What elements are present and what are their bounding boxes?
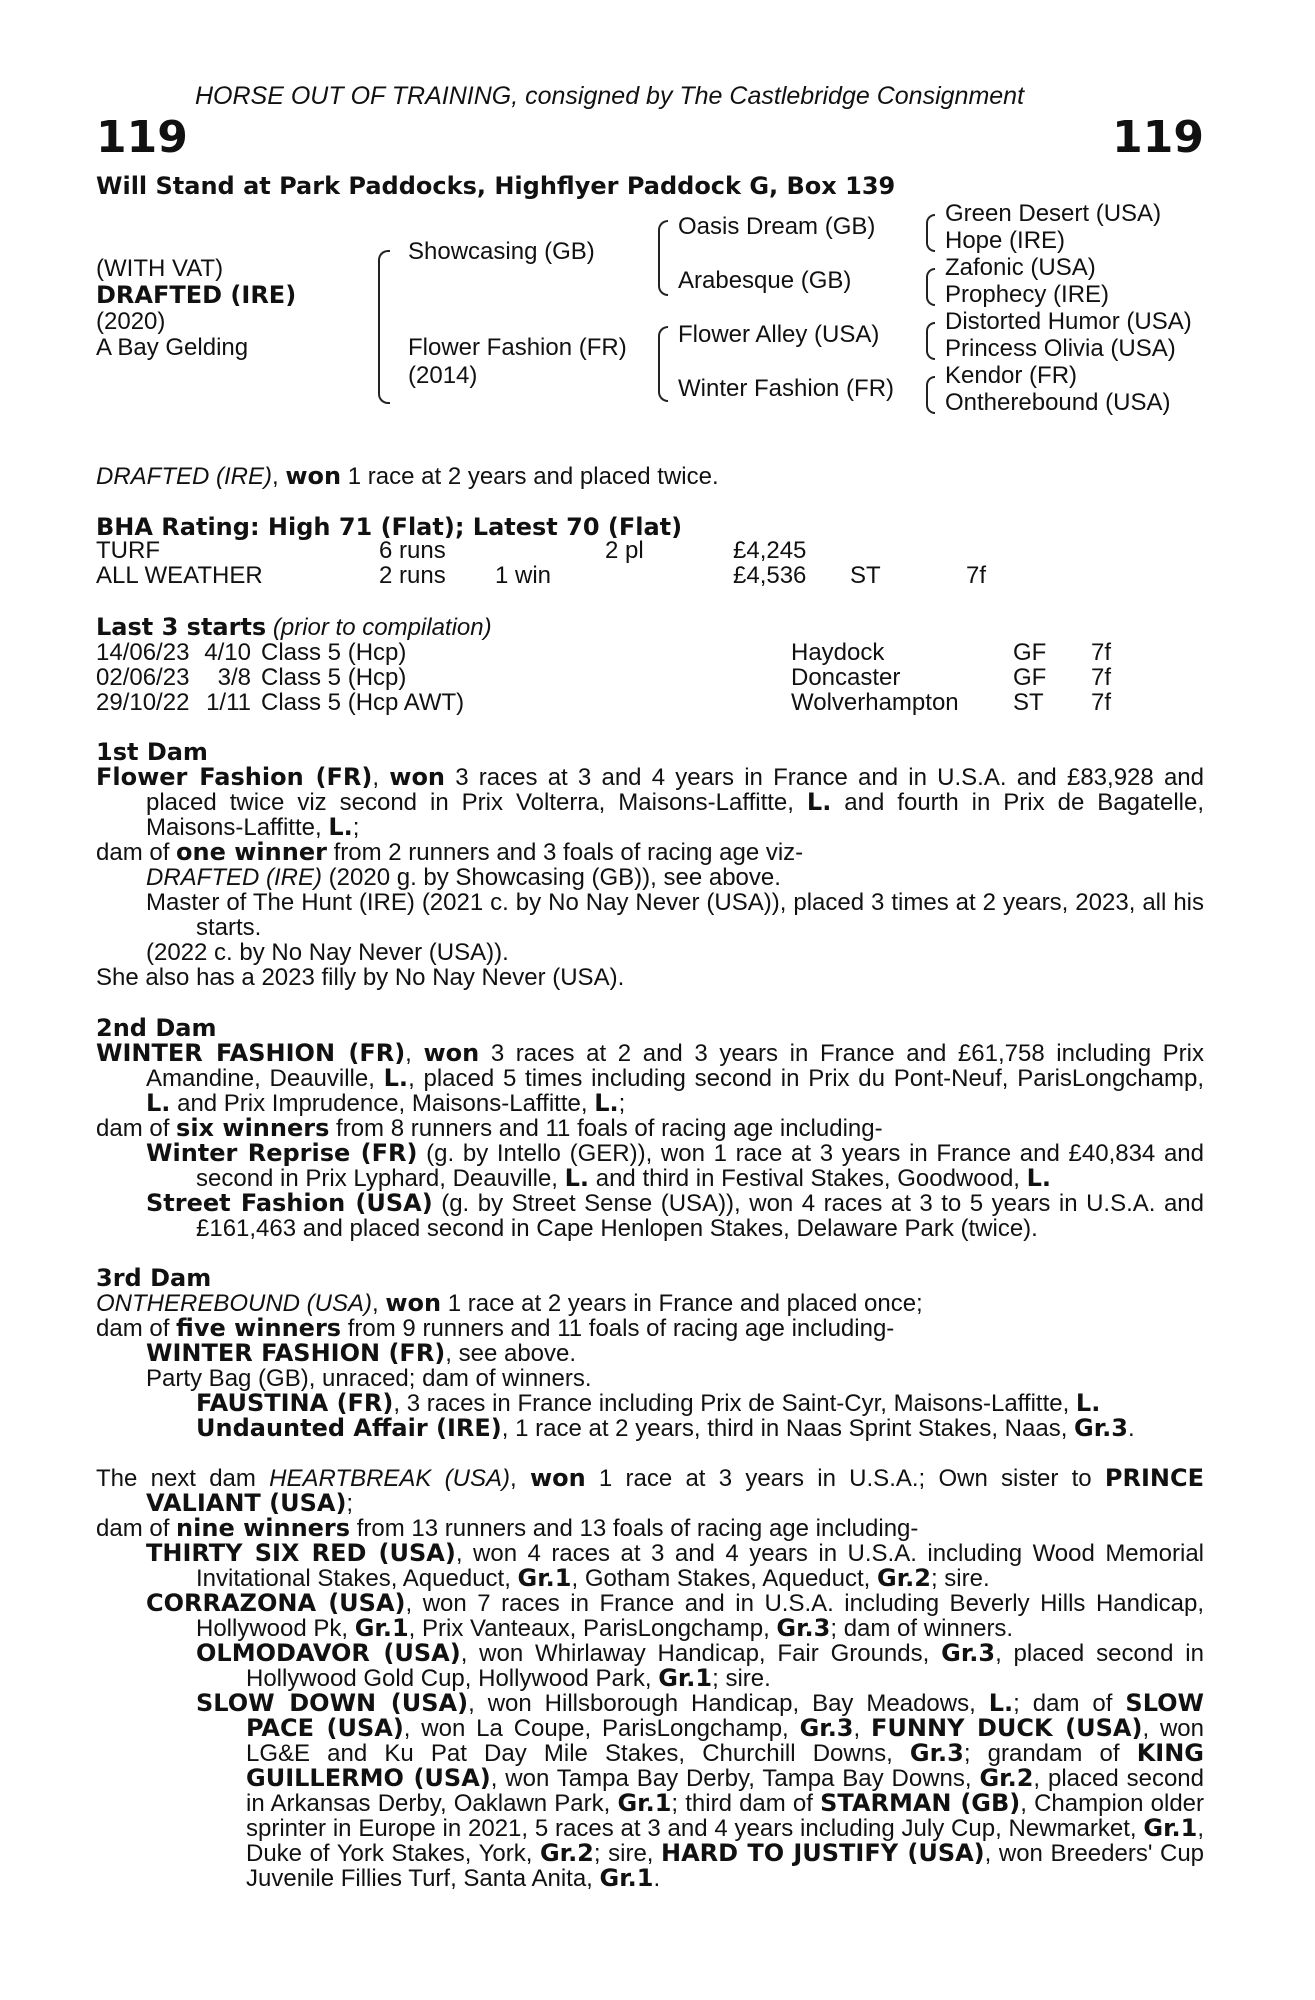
produce-entry: (2022 c. by No Nay Never (USA)). <box>146 939 509 966</box>
pedigree-gg-6: Princess Olivia (USA) <box>945 335 1176 362</box>
winners-count: nine winners <box>176 1514 351 1542</box>
group-mark: Gr.1 <box>658 1664 713 1692</box>
dam-name: ONTHEREBOUND (USA) <box>96 1290 373 1317</box>
produce-text: (g. by Intello (GER)), won 1 race at 3 years in France and £40,834 and second in Prix Lyphard, Deauville, <box>196 1140 1204 1192</box>
start-course: Haydock <box>791 639 885 666</box>
first-dam-section <box>96 740 1204 990</box>
produce-text: , <box>853 1715 872 1742</box>
lot-number-right: 119 <box>1112 112 1204 163</box>
produce-text: ; dam of <box>1013 1690 1126 1717</box>
wins <box>495 538 605 563</box>
pedigree-gg-1: Green Desert (USA) <box>945 200 1162 227</box>
produce-name: SLOW DOWN (USA) <box>196 1689 469 1717</box>
third-dam-title: 3rd Dam <box>96 1264 212 1292</box>
produce-text: , won Breeders' Cup Juvenile Fillies Turf, Santa Anita, <box>246 1840 1205 1892</box>
grand-produce-entry <box>96 1391 1204 1416</box>
wins: 1 win <box>495 562 552 589</box>
produce-entry <box>96 1191 1204 1241</box>
best-going: ST <box>850 562 881 589</box>
listed-mark: L. <box>564 1164 590 1192</box>
won-word: won <box>423 1039 480 1067</box>
pedigree-gg-5: Distorted Humor (USA) <box>945 308 1192 335</box>
produce-entry: Party Bag (GB), unraced; dam of winners. <box>146 1365 592 1392</box>
produce-name: KING GUILLERMO (USA) <box>246 1739 1204 1792</box>
produce-name: SLOW PACE (USA) <box>246 1689 1205 1742</box>
produce-text: , won Hillsborough Handicap, Bay Meadows, <box>468 1690 989 1717</box>
foals-text: from 2 runners and 3 foals of racing age viz- <box>326 839 804 866</box>
produce-entry <box>96 865 1204 890</box>
start-distance: 7f <box>1091 639 1112 666</box>
listed-mark: L. <box>594 1089 619 1117</box>
group-mark: Gr.2 <box>979 1764 1034 1792</box>
group-mark: Gr.1 <box>517 1564 572 1592</box>
produce-name: Undaunted Affair (IRE) <box>196 1414 502 1442</box>
produce-text: . <box>1127 1415 1135 1442</box>
produce-name: HARD TO JUSTIFY (USA) <box>661 1839 985 1867</box>
produce-name: Street Fashion (USA) <box>146 1189 433 1217</box>
winners-count: six winners <box>176 1114 330 1142</box>
foals-text: from 8 runners and 11 foals of racing age including- <box>329 1115 883 1142</box>
last-starts-heading <box>96 614 492 641</box>
second-dam-title: 2nd Dam <box>96 1014 217 1042</box>
produce-text: ; sire. <box>930 1565 990 1592</box>
pedigree-brace-g4 <box>926 376 935 414</box>
produce-text: , won 7 races in France and in U.S.A. including Beverly Hills Handicap, Hollywood Pk, <box>196 1590 1205 1642</box>
produce-name: WINTER FASHION (FR) <box>146 1339 446 1367</box>
third-dam-section <box>96 1266 1204 1441</box>
pedigree-brace-g2 <box>926 268 935 306</box>
first-dam-produce-intro <box>96 840 1204 865</box>
last-starts-title: Last 3 starts <box>96 613 267 641</box>
produce-text: ; dam of winners. <box>830 1615 1014 1642</box>
dam-name: WINTER FASHION (FR) <box>96 1039 406 1067</box>
surface: TURF <box>96 537 160 564</box>
start-class: Class 5 (Hcp) <box>261 639 407 666</box>
pedigree-gg-8: Ontherebound (USA) <box>945 389 1171 416</box>
second-dam-record <box>96 1041 1204 1116</box>
next-dam-produce-intro <box>96 1516 1204 1541</box>
bha-rating: BHA Rating: High 71 (Flat); Latest 70 (Flat) <box>96 513 683 541</box>
produce-name: FUNNY DUCK (USA) <box>871 1714 1143 1742</box>
produce-text: (g. by Street Sense (USA)), won 4 races at 3 to 5 years in U.S.A. and £161,463 and placed second in Cape Henlopen Stakes, Delaware Park (twice). <box>196 1190 1204 1242</box>
runs: 6 runs <box>379 537 446 564</box>
next-dam-section <box>96 1466 1204 1891</box>
winners-count: one winner <box>176 838 327 866</box>
pedigree-dam: Flower Fashion (FR) <box>408 334 627 361</box>
start-class: Class 5 (Hcp) <box>261 664 407 691</box>
produce-text: , won La Coupe, ParisLongchamp, <box>403 1715 800 1742</box>
produce-text: ; grandam of <box>963 1740 1137 1767</box>
pedigree-brace-dam <box>658 326 668 402</box>
last-starts-table <box>96 640 1111 715</box>
group-mark: Gr.3 <box>799 1714 854 1742</box>
dam-name: Flower Fashion (FR) <box>96 763 373 791</box>
foals-text: from 9 runners and 11 foals of racing age including- <box>341 1315 895 1342</box>
listed-mark: L. <box>146 1089 171 1117</box>
record-text: and Prix Imprudence, Maisons-Laffitte, <box>170 1090 595 1117</box>
produce-name: CORRAZONA (USA) <box>146 1589 406 1617</box>
group-mark: Gr.2 <box>877 1564 931 1592</box>
winners-count: five winners <box>176 1314 342 1342</box>
group-mark: Gr.3 <box>1074 1414 1128 1442</box>
produce-entry: Master of The Hunt (IRE) (2021 c. by No Nay Never (USA)), placed 3 times at 2 years, 2023, all his starts. <box>146 889 1204 941</box>
first-dam-record <box>96 765 1204 840</box>
sep: , <box>372 764 390 791</box>
group-mark: Gr.1 <box>354 1614 409 1642</box>
group-mark: Gr.1 <box>599 1864 654 1892</box>
produce-text: , 3 races in France including Prix de Saint-Cyr, Maisons-Laffitte, <box>393 1390 1076 1417</box>
listed-mark: L. <box>988 1689 1014 1717</box>
pedigree-gg-3: Zafonic (USA) <box>945 254 1096 281</box>
record-text: 3 races at 2 and 3 years in France and £61,758 including Prix Amandine, Deauville, <box>146 1040 1204 1092</box>
produce-text: , see above. <box>445 1340 577 1367</box>
earnings: £4,245 <box>733 537 807 564</box>
produce-name: STARMAN (GB) <box>820 1789 1021 1817</box>
record-text: ; <box>346 1490 354 1517</box>
produce-entry <box>96 1141 1204 1191</box>
earnings: £4,536 <box>733 562 807 589</box>
lot-number-left: 119 <box>96 112 188 163</box>
won-word: won <box>389 763 446 791</box>
start-going: GF <box>1013 639 1047 666</box>
start-going: GF <box>1013 664 1047 691</box>
start-position: 3/8 <box>217 664 251 691</box>
listed-mark: L. <box>1075 1389 1101 1417</box>
produce-text: , Gotham Stakes, Aqueduct, <box>571 1565 877 1592</box>
dam-of: dam of <box>96 839 177 866</box>
second-dam-section <box>96 1016 1204 1241</box>
intro-text: The next dam <box>96 1465 270 1492</box>
produce-entry <box>96 1341 1204 1366</box>
race-summary <box>96 463 719 490</box>
produce-text: , won LG&E and Ku Pat Day Mile Stakes, Churchill Downs, <box>246 1715 1204 1767</box>
dam-of: dam of <box>96 1315 177 1342</box>
start-position: 4/10 <box>204 639 251 666</box>
start-row <box>96 665 1111 690</box>
produce-text: , won 4 races at 3 and 4 years in U.S.A. including Wood Memorial Invitational Stakes, Aqueduct, <box>196 1540 1205 1592</box>
produce-text: , Duke of York Stakes, York, <box>246 1815 1204 1867</box>
dam-of: dam of <box>96 1515 177 1542</box>
produce-entry <box>96 1591 1204 1641</box>
start-course: Doncaster <box>791 664 901 691</box>
group-mark: Gr.3 <box>941 1639 996 1667</box>
runs: 2 runs <box>379 562 446 589</box>
surface: ALL WEATHER <box>96 562 263 589</box>
summary-text: 1 race at 2 years and placed twice. <box>341 463 719 490</box>
start-position: 1/11 <box>206 689 251 716</box>
third-dam-produce-intro <box>96 1316 1204 1341</box>
third-dam-record <box>96 1291 1204 1316</box>
sep: , <box>405 1040 424 1067</box>
second-dam-produce-intro <box>96 1116 1204 1141</box>
foals-text: from 13 runners and 13 foals of racing age including- <box>350 1515 919 1542</box>
pedigree-gg-7: Kendor (FR) <box>945 362 1078 389</box>
group-mark: Gr.1 <box>1143 1814 1198 1842</box>
pedigree-dam-year: (2014) <box>408 362 478 389</box>
pedigree-sire: Showcasing (GB) <box>408 238 595 265</box>
horse-description: A Bay Gelding <box>96 334 249 361</box>
grand-produce-entry <box>96 1691 1204 1891</box>
produce-text: and third in Festival Stakes, Goodwood, <box>589 1165 1027 1192</box>
produce-name: FAUSTINA (FR) <box>196 1389 394 1417</box>
produce-text: , 1 race at 2 years, third in Naas Sprint Stakes, Naas, <box>501 1415 1075 1442</box>
dam-of: dam of <box>96 1115 177 1142</box>
won-word: won <box>529 1464 586 1492</box>
listed-mark: L. <box>383 1064 409 1092</box>
produce-name: DRAFTED (IRE) <box>146 864 322 891</box>
foaling-year: (2020) <box>96 308 166 335</box>
record-text: 3 races at 3 and 4 years in France and in U.S.A. and £83,928 and placed twice viz second in Prix Volterra, Maisons-Laffitte, <box>146 764 1204 816</box>
group-mark: Gr.2 <box>539 1839 594 1867</box>
start-course: Wolverhampton <box>791 689 959 716</box>
placed: 2 pl <box>605 537 644 564</box>
vat-note: (WITH VAT) <box>96 255 224 282</box>
performance-row <box>96 538 986 563</box>
group-mark: Gr.3 <box>776 1614 831 1642</box>
sep: , <box>372 1290 386 1317</box>
record-text: ; <box>618 1090 626 1117</box>
horse-name: DRAFTED (IRE) <box>96 281 297 309</box>
start-row <box>96 690 1111 715</box>
produce-text: , placed second in Arkansas Derby, Oaklawn Park, <box>246 1765 1204 1817</box>
pedigree-brace-g3 <box>926 322 935 360</box>
produce-text: , won Whirlaway Handicap, Fair Grounds, <box>460 1640 942 1667</box>
pedigree-brace-g1 <box>926 214 935 252</box>
stand-location: Will Stand at Park Paddocks, Highflyer Paddock G, Box 139 <box>96 172 896 200</box>
produce-text: , Champion older sprinter in Europe in 2021, 5 races at 3 and 4 years including July Cup, Newmarket, <box>246 1790 1205 1842</box>
produce-text: ; sire. <box>712 1665 771 1692</box>
listed-mark: L. <box>328 813 353 841</box>
produce-text: ; third dam of <box>671 1790 821 1817</box>
placed <box>605 563 733 588</box>
produce-entry <box>96 1541 1204 1591</box>
pedigree-dam-dam: Winter Fashion (FR) <box>678 375 895 402</box>
pedigree-brace-sire <box>658 220 668 296</box>
start-going: ST <box>1013 689 1044 716</box>
summary-separator: , <box>272 463 286 490</box>
sep: , <box>510 1465 530 1492</box>
grand-produce-entry <box>96 1641 1204 1691</box>
produce-text: , Prix Vanteaux, ParisLongchamp, <box>408 1615 777 1642</box>
pedigree-sire-sire: Oasis Dream (GB) <box>678 213 876 240</box>
consignment-line: HORSE OUT OF TRAINING, consigned by The Castlebridge Consignment <box>195 82 1025 110</box>
produce-text: (2020 g. by Showcasing (GB)), see above. <box>322 864 781 891</box>
summary-horse-name: DRAFTED (IRE) <box>96 463 272 490</box>
record-text: 1 race at 3 years in U.S.A.; Own sister to <box>585 1465 1105 1492</box>
produce-text: ; sire, <box>593 1840 662 1867</box>
best-distance <box>966 538 986 563</box>
first-dam-title: 1st Dam <box>96 738 208 766</box>
pedigree-brace-main <box>378 250 390 404</box>
performance-row <box>96 563 986 588</box>
listed-mark: L. <box>1026 1164 1052 1192</box>
record-text: 1 race at 2 years in France and placed once; <box>441 1290 923 1317</box>
summary-won: won <box>285 462 342 490</box>
start-class: Class 5 (Hcp AWT) <box>261 689 465 716</box>
best-distance: 7f <box>966 562 987 589</box>
start-date: 29/10/22 <box>96 689 190 716</box>
start-distance: 7f <box>1091 664 1112 691</box>
pedigree-sire-dam: Arabesque (GB) <box>678 267 852 294</box>
produce-name: OLMODAVOR (USA) <box>196 1639 461 1667</box>
last-starts-note: (prior to compilation) <box>272 614 492 641</box>
start-date: 02/06/23 <box>96 664 190 691</box>
grand-produce-entry <box>96 1416 1204 1441</box>
also-note: She also has a 2023 filly by No Nay Never (USA). <box>96 964 625 991</box>
performance-table <box>96 538 986 588</box>
dam-name: HEARTBREAK (USA) <box>269 1465 511 1492</box>
produce-name: Winter Reprise (FR) <box>146 1139 418 1167</box>
group-mark: Gr.3 <box>909 1739 964 1767</box>
sister-name: PRINCE VALIANT (USA) <box>146 1464 1204 1517</box>
produce-text: . <box>653 1865 661 1892</box>
group-mark: Gr.1 <box>617 1789 672 1817</box>
produce-name: THIRTY SIX RED (USA) <box>146 1539 456 1567</box>
best-going <box>850 538 966 563</box>
pedigree-gg-4: Prophecy (IRE) <box>945 281 1110 308</box>
start-distance: 7f <box>1091 689 1112 716</box>
produce-text: , won Tampa Bay Derby, Tampa Bay Downs, <box>490 1765 980 1792</box>
listed-mark: L. <box>806 788 832 816</box>
won-word: won <box>385 1289 442 1317</box>
record-text: , placed 5 times including second in Prix du Pont-Neuf, ParisLongchamp, <box>408 1065 1204 1092</box>
pedigree-gg-2: Hope (IRE) <box>945 227 1066 254</box>
start-row <box>96 640 1111 665</box>
record-text: ; <box>352 814 360 841</box>
next-dam-record <box>96 1466 1204 1516</box>
produce-text: , placed second in Hollywood Gold Cup, Hollywood Park, <box>246 1640 1204 1692</box>
pedigree-dam-sire: Flower Alley (USA) <box>678 321 880 348</box>
record-text: and fourth in Prix de Bagatelle, Maisons-Laffitte, <box>146 789 1205 841</box>
start-date: 14/06/23 <box>96 639 190 666</box>
